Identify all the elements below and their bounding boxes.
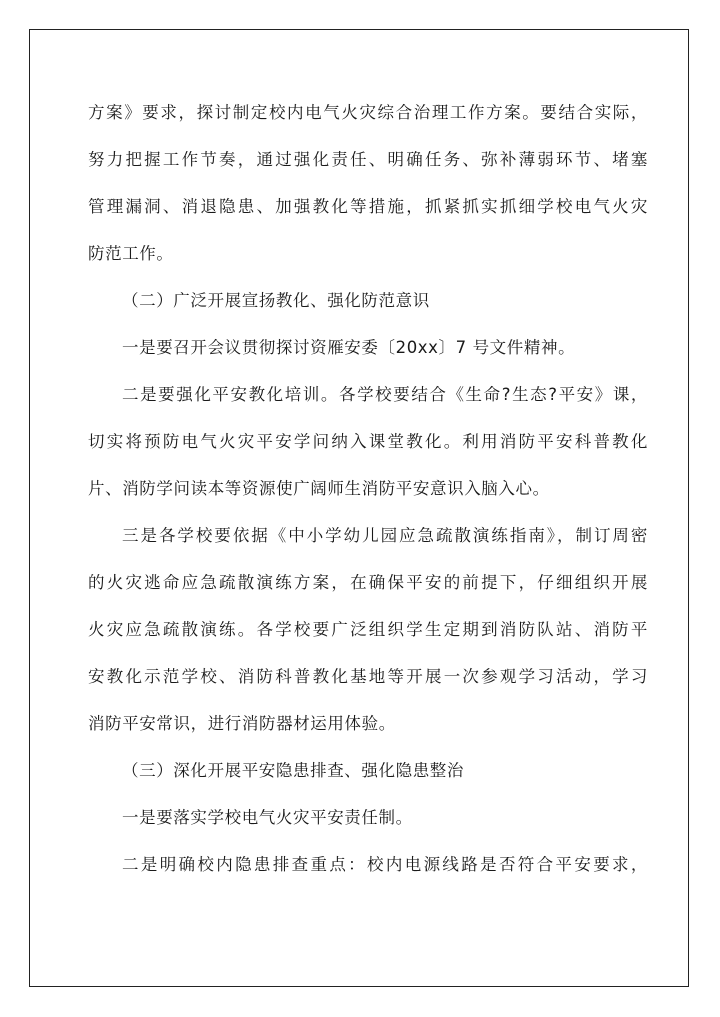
paragraph-line: 一是要召开会议贯彻探讨资雁安委〔20xx〕7 号文件精神。 (122, 338, 576, 357)
paragraph-line: 的火灾逃命应急疏散演练方案，在确保平安的前提下，仔细组织开展 (88, 573, 648, 592)
paragraph-line: 三是各学校要依据《中小学幼儿园应急疏散演练指南》，制订周密 (122, 526, 648, 545)
page-border (29, 29, 689, 987)
section-heading: （二）广泛开展宣扬教化、强化防范意识 (122, 291, 430, 310)
paragraph-line: 方案》要求，探讨制定校内电气火灾综合治理工作方案。要结合实际， (88, 103, 648, 122)
paragraph-line: 切实将预防电气火灾平安学问纳入课堂教化。利用消防平安科普教化 (88, 432, 648, 451)
paragraph-line: 安教化示范学校、消防科普教化基地等开展一次参观学习活动，学习 (88, 667, 648, 686)
paragraph-line: 火灾应急疏散演练。各学校要广泛组织学生定期到消防队站、消防平 (88, 620, 648, 639)
paragraph-line: 二是明确校内隐患排查重点：校内电源线路是否符合平安要求， (122, 855, 648, 874)
paragraph-line: 管理漏洞、消退隐患、加强教化等措施，抓紧抓实抓细学校电气火灾 (88, 197, 648, 216)
section-heading: （三）深化开展平安隐患排查、强化隐患整治 (122, 761, 464, 780)
paragraph-line: 一是要落实学校电气火灾平安责任制。 (122, 808, 413, 827)
paragraph-line: 二是要强化平安教化培训。各学校要结合《生命?生态?平安》课， (122, 385, 648, 404)
paragraph-line: 防范工作。 (88, 244, 174, 263)
paragraph-line: 片、消防学问读本等资源使广阔师生消防平安意识入脑入心。 (88, 479, 550, 498)
paragraph-line: 消防平安常识，进行消防器材运用体验。 (88, 714, 396, 733)
paragraph-line: 努力把握工作节奏，通过强化责任、明确任务、弥补薄弱环节、堵塞 (88, 150, 648, 169)
